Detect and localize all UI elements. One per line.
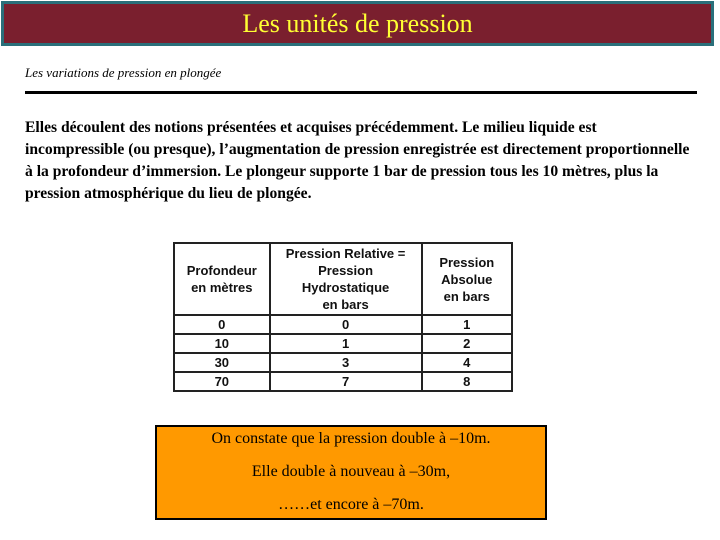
page-title: Les unités de pression bbox=[1, 1, 714, 46]
relative-pressure-cell: 7 bbox=[270, 372, 422, 391]
table-header-row bbox=[174, 243, 512, 315]
header-depth bbox=[174, 243, 270, 315]
header-depth-line: Profondeur bbox=[186, 263, 257, 278]
section-subtitle: Les variations de pression en plongée bbox=[25, 65, 222, 80]
table-row bbox=[174, 315, 512, 334]
relative-pressure-cell: 3 bbox=[270, 353, 422, 372]
header-absolute-line: Pression bbox=[439, 254, 495, 270]
header-relative-line: Pression bbox=[318, 263, 374, 278]
header-absolute-line: en bars bbox=[443, 288, 490, 304]
conclusion-line: ……et encore à –70m. bbox=[278, 496, 424, 513]
header-relative-line: Pression Relative = bbox=[285, 246, 406, 261]
absolute-pressure-cell: 8 bbox=[422, 372, 512, 391]
pressure-table bbox=[173, 242, 513, 392]
table-row bbox=[174, 353, 512, 372]
header-depth-line: en mètres bbox=[191, 280, 253, 295]
conclusion-line: On constate que la pression double à –10m. bbox=[211, 430, 491, 447]
table-row bbox=[174, 334, 512, 353]
conclusion-box bbox=[155, 425, 547, 520]
depth-cell: 70 bbox=[174, 372, 270, 391]
absolute-pressure-cell: 1 bbox=[422, 315, 512, 334]
depth-cell: 10 bbox=[174, 334, 270, 353]
conclusion-line: Elle double à nouveau à –30m, bbox=[251, 463, 451, 480]
header-absolute-pressure bbox=[422, 243, 512, 315]
header-absolute-line: Absolue bbox=[441, 271, 493, 287]
table-row bbox=[174, 372, 512, 391]
relative-pressure-cell: 0 bbox=[270, 315, 422, 334]
divider bbox=[25, 91, 697, 94]
body-paragraph: Elles découlent des notions présentées et acquises précédemment. Le milieu liquide est incompressible (ou presque), l’augmentation de pression enregistrée est directement proportionnelle à la profondeur d’immersion. Le plongeur supporte 1 bar de pression tous les 10 mètres, plus la pression atmosphérique du lieu de plongée. bbox=[25, 119, 690, 202]
header-relative-line: en bars bbox=[322, 297, 369, 312]
header-relative-pressure bbox=[270, 243, 422, 315]
header-relative-line: Hydrostatique bbox=[301, 280, 390, 295]
absolute-pressure-cell: 4 bbox=[422, 353, 512, 372]
relative-pressure-cell: 1 bbox=[270, 334, 422, 353]
absolute-pressure-cell: 2 bbox=[422, 334, 512, 353]
depth-cell: 30 bbox=[174, 353, 270, 372]
depth-cell: 0 bbox=[174, 315, 270, 334]
